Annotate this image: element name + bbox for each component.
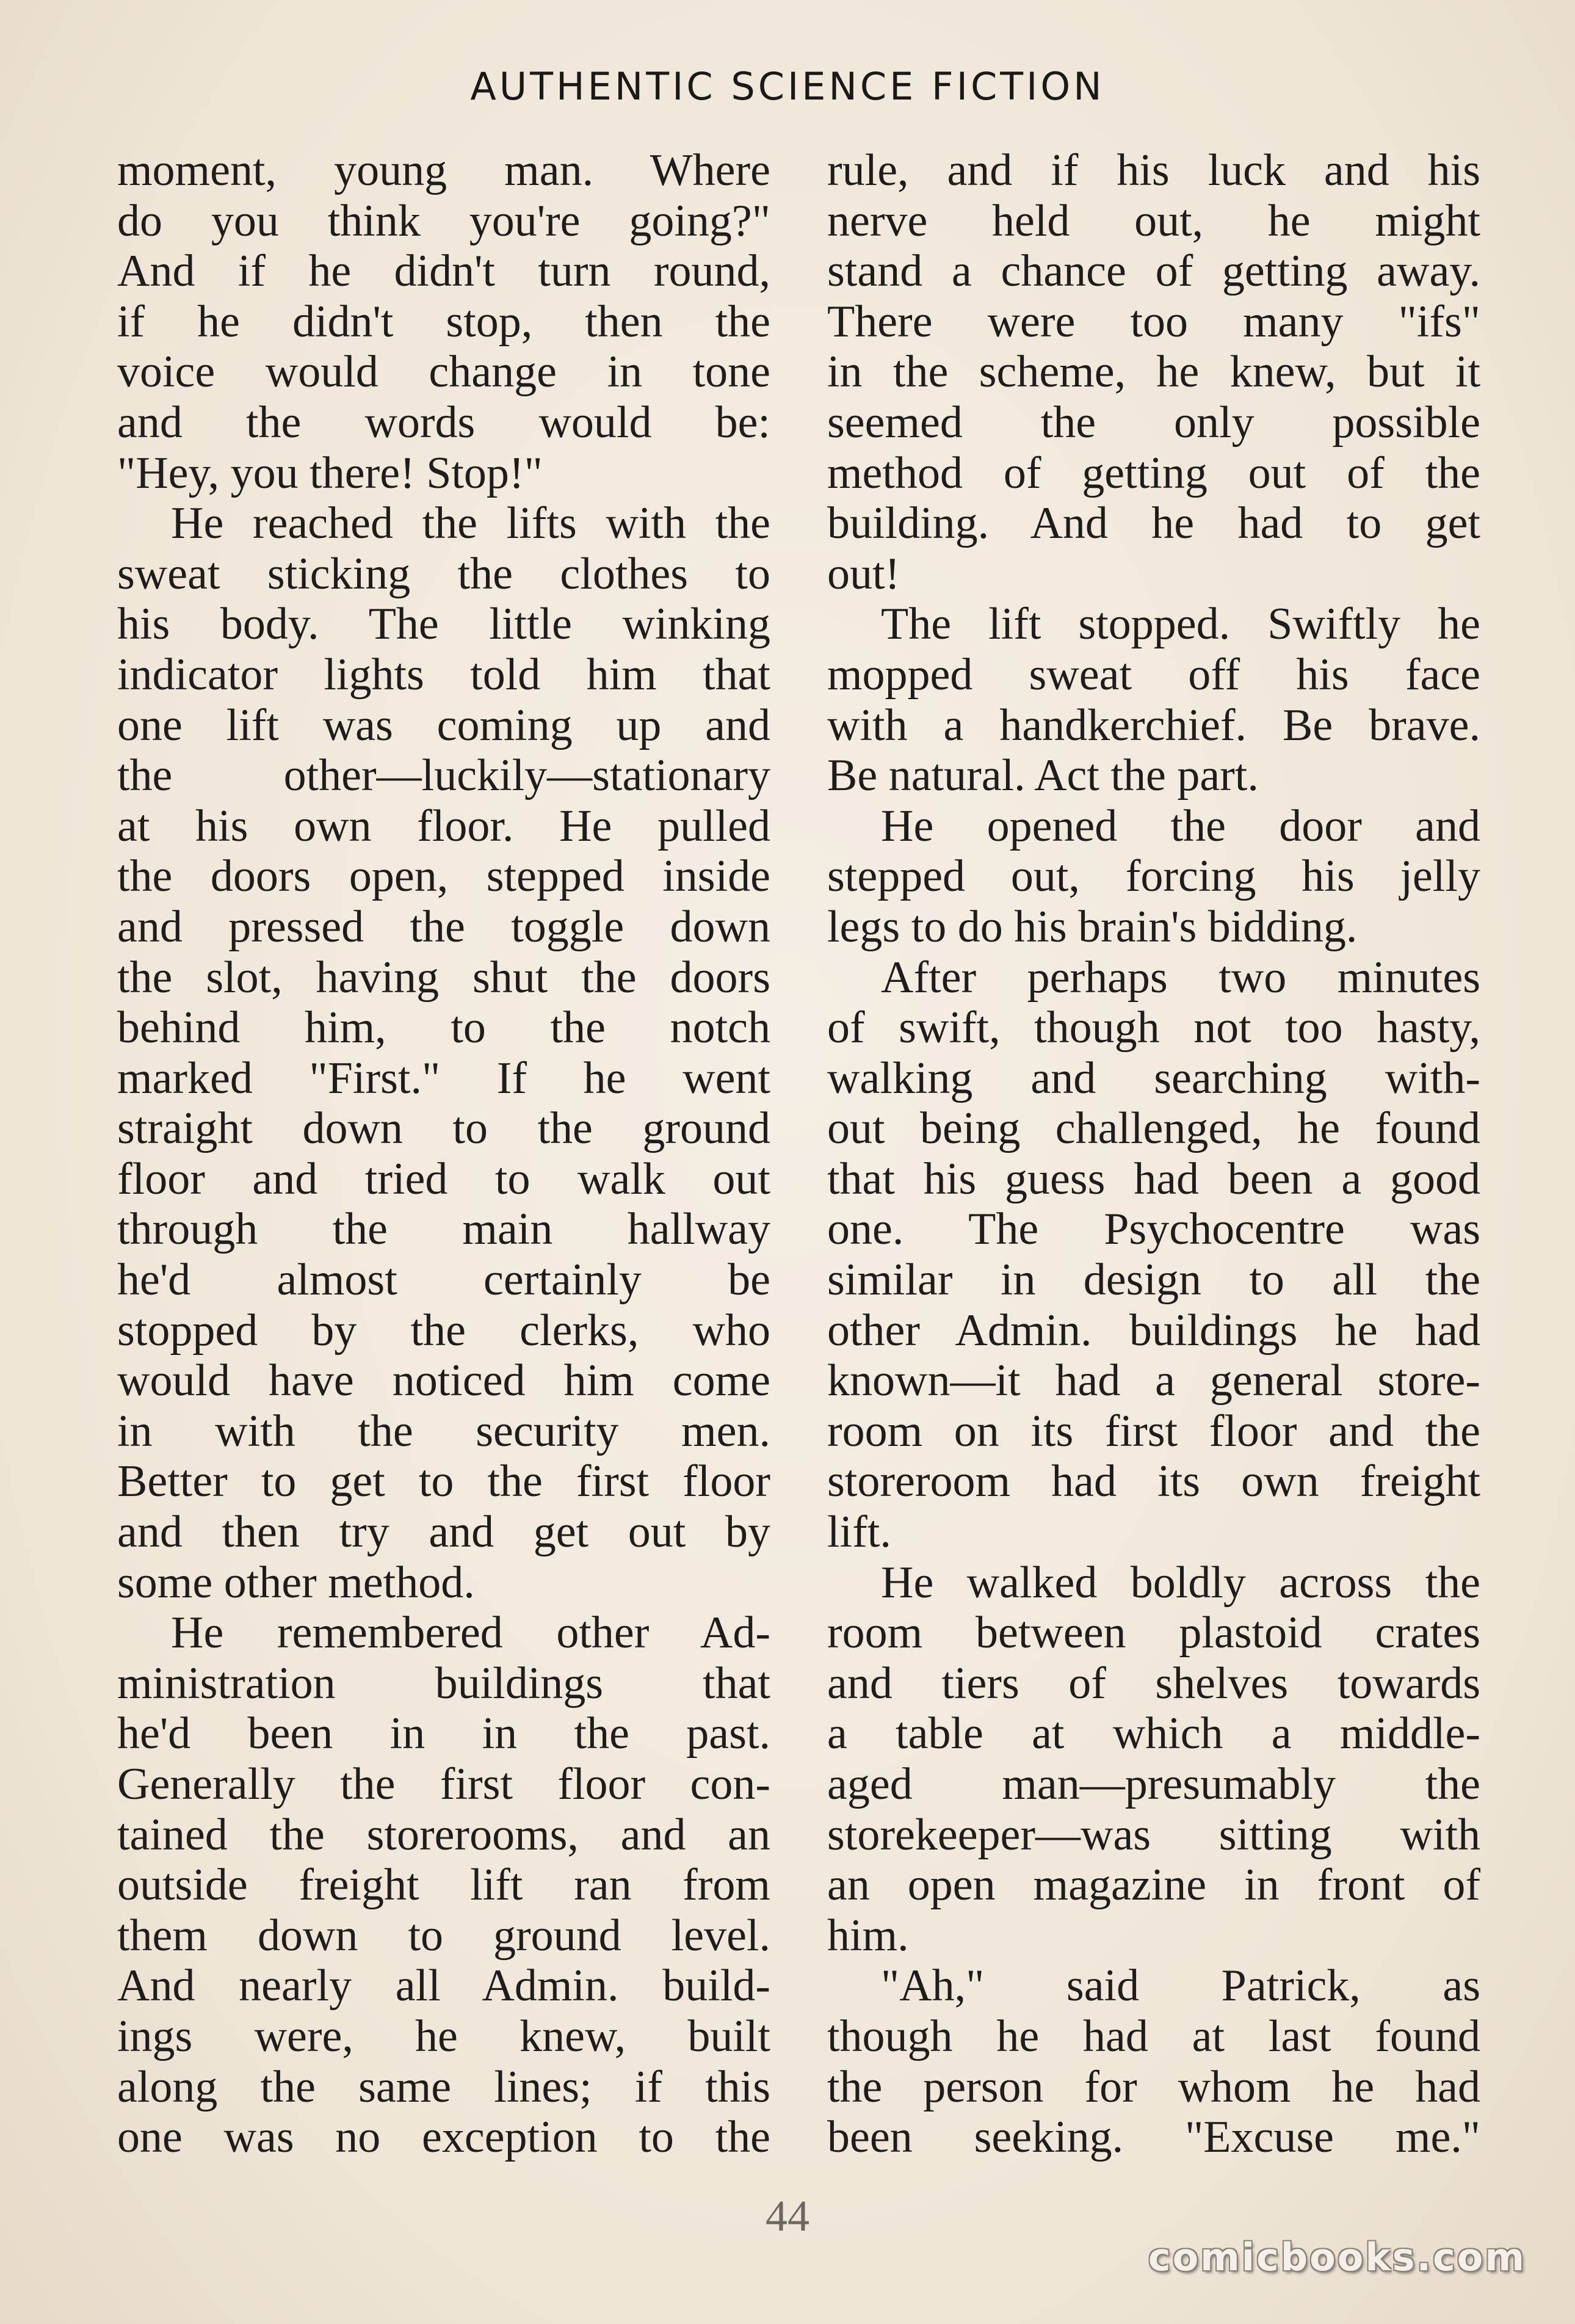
text-line: his body. The little winking	[117, 599, 770, 650]
text-line: ings were, he knew, built	[117, 2011, 770, 2061]
text-line: and the words would be:	[117, 397, 770, 448]
text-line: Better to get to the first floor	[117, 1456, 770, 1507]
text-line: him.	[827, 1910, 909, 1961]
text-line: ministration buildings that	[117, 1658, 770, 1709]
text-line: been seeking. "Excuse me."	[827, 2112, 1480, 2163]
text-line: at his own floor. He pulled	[117, 801, 770, 851]
text-line: he'd been in in the past.	[117, 1709, 770, 1759]
text-line: legs to do his brain's bidding.	[827, 901, 1358, 952]
text-line: behind him, to the notch	[117, 1003, 770, 1053]
text-line: storeroom had its own freight	[827, 1456, 1480, 1507]
text-line: one. The Psychocentre was	[827, 1204, 1480, 1255]
text-line: marked "First." If he went	[117, 1053, 770, 1103]
text-line: Be natural. Act the part.	[827, 750, 1259, 801]
text-line: mopped sweat off his face	[827, 649, 1480, 700]
text-line: stopped by the clerks, who	[117, 1305, 770, 1356]
text-line: seemed the only possible	[827, 397, 1480, 448]
text-line: if he didn't stop, then the	[117, 296, 770, 347]
text-line: He walked boldly across the	[881, 1557, 1480, 1608]
text-line: stepped out, forcing his jelly	[827, 851, 1480, 902]
text-line: the person for whom he had	[827, 2061, 1480, 2112]
text-line: do you think you're going?"	[117, 195, 770, 246]
text-line: would have noticed him come	[117, 1356, 770, 1406]
text-line: through the main hallway	[117, 1204, 770, 1255]
text-line: known—it had a general store-	[827, 1356, 1480, 1406]
text-line: sweat sticking the clothes to	[117, 548, 770, 599]
text-line: and tiers of shelves towards	[827, 1658, 1480, 1709]
text-line: storekeeper—was sitting with	[827, 1809, 1480, 1860]
text-line: The lift stopped. Swiftly he	[881, 599, 1480, 650]
text-line: one was no exception to the	[117, 2112, 770, 2163]
text-line: a table at which a middle-	[827, 1709, 1480, 1759]
text-line: that his guess had been a good	[827, 1153, 1480, 1204]
text-line: stand a chance of getting away.	[827, 246, 1480, 297]
text-line: an open magazine in front of	[827, 1860, 1480, 1911]
text-line: method of getting out of the	[827, 448, 1480, 498]
text-line: the doors open, stepped inside	[117, 851, 770, 902]
text-line: outside freight lift ran from	[117, 1860, 770, 1911]
text-line: and then try and get out by	[117, 1507, 770, 1558]
text-line: He remembered other Ad-	[171, 1608, 770, 1658]
text-line: the slot, having shut the doors	[117, 952, 770, 1003]
right-column	[827, 145, 1480, 2163]
text-line: out!	[827, 548, 900, 599]
text-line: some other method.	[117, 1557, 475, 1608]
text-line: the other—luckily—stationary	[117, 750, 770, 801]
text-line: "Ah," said Patrick, as	[881, 1961, 1480, 2011]
text-line: "Hey, you there! Stop!"	[117, 448, 543, 498]
left-column	[117, 145, 770, 2163]
text-line: nerve held out, he might	[827, 195, 1480, 246]
text-line: aged man—presumably the	[827, 1759, 1480, 1809]
text-line: in with the security men.	[117, 1406, 770, 1456]
text-line: moment, young man. Where	[117, 145, 770, 195]
text-line: indicator lights told him that	[117, 649, 770, 700]
text-line: There were too many "ifs"	[827, 296, 1480, 347]
text-line: rule, and if his luck and his	[827, 145, 1480, 195]
text-line: straight down to the ground	[117, 1103, 770, 1154]
text-line: room on its first floor and the	[827, 1406, 1480, 1456]
text-line: And nearly all Admin. build-	[117, 1961, 770, 2011]
text-line: out being challenged, he found	[827, 1103, 1480, 1154]
page-number: 44	[766, 2191, 809, 2240]
text-line: in the scheme, he knew, but it	[827, 347, 1480, 398]
text-line: one lift was coming up and	[117, 700, 770, 750]
text-line: After perhaps two minutes	[881, 952, 1480, 1003]
text-line: walking and searching with-	[827, 1053, 1480, 1103]
text-line: he'd almost certainly be	[117, 1255, 770, 1305]
text-line: along the same lines; if this	[117, 2061, 770, 2112]
text-line: though he had at last found	[827, 2011, 1480, 2061]
text-line: with a handkerchief. Be brave.	[827, 700, 1480, 750]
text-line: voice would change in tone	[117, 347, 770, 398]
text-line: room between plastoid crates	[827, 1608, 1480, 1658]
text-line: And if he didn't turn round,	[117, 246, 770, 297]
text-line: lift.	[827, 1507, 891, 1558]
text-line: and pressed the toggle down	[117, 901, 770, 952]
watermark-logo: comicbooks.com	[1148, 2235, 1526, 2279]
text-line: of swift, though not too hasty,	[827, 1003, 1480, 1053]
text-line: He reached the lifts with the	[171, 498, 770, 549]
text-line: building. And he had to get	[827, 498, 1480, 549]
running-header: AUTHENTIC SCIENCE FICTION	[470, 64, 1105, 109]
text-line: similar in design to all the	[827, 1255, 1480, 1305]
text-line: other Admin. buildings he had	[827, 1305, 1480, 1356]
text-line: them down to ground level.	[117, 1910, 770, 1961]
text-line: Generally the first floor con-	[117, 1759, 770, 1809]
text-line: floor and tried to walk out	[117, 1153, 770, 1204]
text-line: He opened the door and	[881, 801, 1480, 851]
text-line: tained the storerooms, and an	[117, 1809, 770, 1860]
